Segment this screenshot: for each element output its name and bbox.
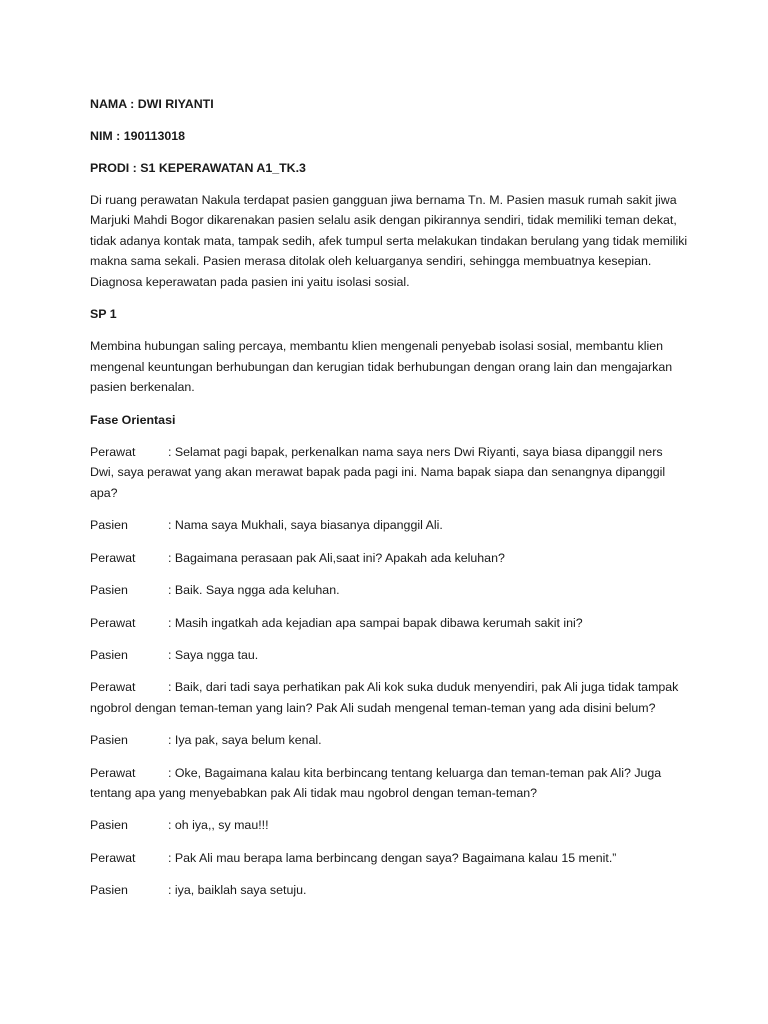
dialogue-line [90, 730, 690, 750]
dialogue-speaker: Pasien [90, 733, 128, 748]
dialogue-line [90, 763, 690, 804]
dialogue-speaker: Perawat [90, 765, 136, 780]
dialogue-text: : Iya pak, saya belum kenal. [168, 733, 322, 748]
dialogue-line [90, 645, 690, 665]
dialogue-line [90, 880, 690, 900]
dialogue-text: : Pak Ali mau berapa lama berbincang dengan saya? Bagaimana kalau 15 menit.” [168, 850, 617, 865]
document-body [90, 94, 690, 913]
study-program: PRODI : S1 KEPERAWATAN A1_TK.3 [90, 161, 306, 175]
dialogue-speaker: Perawat [90, 850, 136, 865]
dialogue-line [90, 548, 690, 568]
dialogue-text: : Oke, Bagaimana kalau kita berbincang tentang keluarga dan teman-teman pak Ali? Juga tentang apa yang menyebabkan pak Ali tidak mau ngobrol dengan teman-teman? [90, 765, 662, 800]
dialogue-text: : Baik. Saya ngga ada keluhan. [168, 583, 340, 598]
dialogue-text: : iya, baiklah saya setuju. [168, 883, 307, 898]
student-name: NAMA : DWI RIYANTI [90, 97, 214, 111]
dialogue-speaker: Perawat [90, 550, 136, 565]
dialogue-speaker: Pasien [90, 818, 128, 833]
dialogue-text: : oh iya,, sy mau!!! [168, 818, 269, 833]
dialogue-line [90, 848, 690, 868]
phase-heading: Fase Orientasi [90, 412, 176, 427]
dialogue-line [90, 613, 690, 633]
dialogue-speaker: Pasien [90, 647, 128, 662]
sp-description: Membina hubungan saling percaya, membantu klien mengenali penyebab isolasi sosial, membantu klien mengenal keuntungan berhubungan dan kerugian tidak berhubungan dengan orang lain dan mengajarkan pasien berkenalan. [90, 339, 673, 395]
dialogue-speaker: Perawat [90, 445, 136, 460]
dialogue-speaker: Perawat [90, 680, 136, 695]
dialogue-text: : Saya ngga tau. [168, 647, 259, 662]
dialogue-speaker: Pasien [90, 883, 128, 898]
dialogue-text: : Selamat pagi bapak, perkenalkan nama saya ners Dwi Riyanti, saya biasa dipanggil ners Dwi, saya perawat yang akan merawat bapak pada pagi ini. Nama bapak siapa dan senangnya dipanggil apa? [90, 445, 666, 500]
dialogue-line [90, 515, 690, 535]
sp-heading: SP 1 [90, 307, 117, 322]
student-nim: NIM : 190113018 [90, 129, 186, 143]
case-description: Di ruang perawatan Nakula terdapat pasien gangguan jiwa bernama Tn. M. Pasien masuk rumah sakit jiwa Marjuki Mahdi Bogor dikarenakan pasien selalu asik dengan pikirannya sendiri, tidak memiliki teman dekat, tidak adanya kontak mata, tampak sedih, afek tumpul serta melakukan tindakan berulang yang tidak memiliki makna sama sekali. Pasien merasa ditolak oleh keluarganya sendiri, sehingga membuatnya kesepian. Diagnosa keperawatan pada pasien ini yaitu isolasi sosial. [90, 193, 688, 289]
dialogue-line [90, 677, 690, 718]
dialogue-text: : Nama saya Mukhali, saya biasanya dipanggil Ali. [168, 518, 443, 533]
dialogue-text: : Baik, dari tadi saya perhatikan pak Ali kok suka duduk menyendiri, pak Ali juga tidak tampak ngobrol dengan teman-teman yang lain? Pak Ali sudah mengenal teman-teman yang ada disini belum? [90, 680, 679, 715]
dialogue-speaker: Pasien [90, 583, 128, 598]
dialogue-text: : Masih ingatkah ada kejadian apa sampai bapak dibawa kerumah sakit ini? [168, 615, 583, 630]
dialogue-line [90, 442, 690, 503]
dialogue-line [90, 815, 690, 835]
dialogue-speaker: Pasien [90, 518, 128, 533]
dialogue-text: : Bagaimana perasaan pak Ali,saat ini? Apakah ada keluhan? [168, 550, 505, 565]
dialogue-line [90, 580, 690, 600]
dialogue-speaker: Perawat [90, 615, 136, 630]
